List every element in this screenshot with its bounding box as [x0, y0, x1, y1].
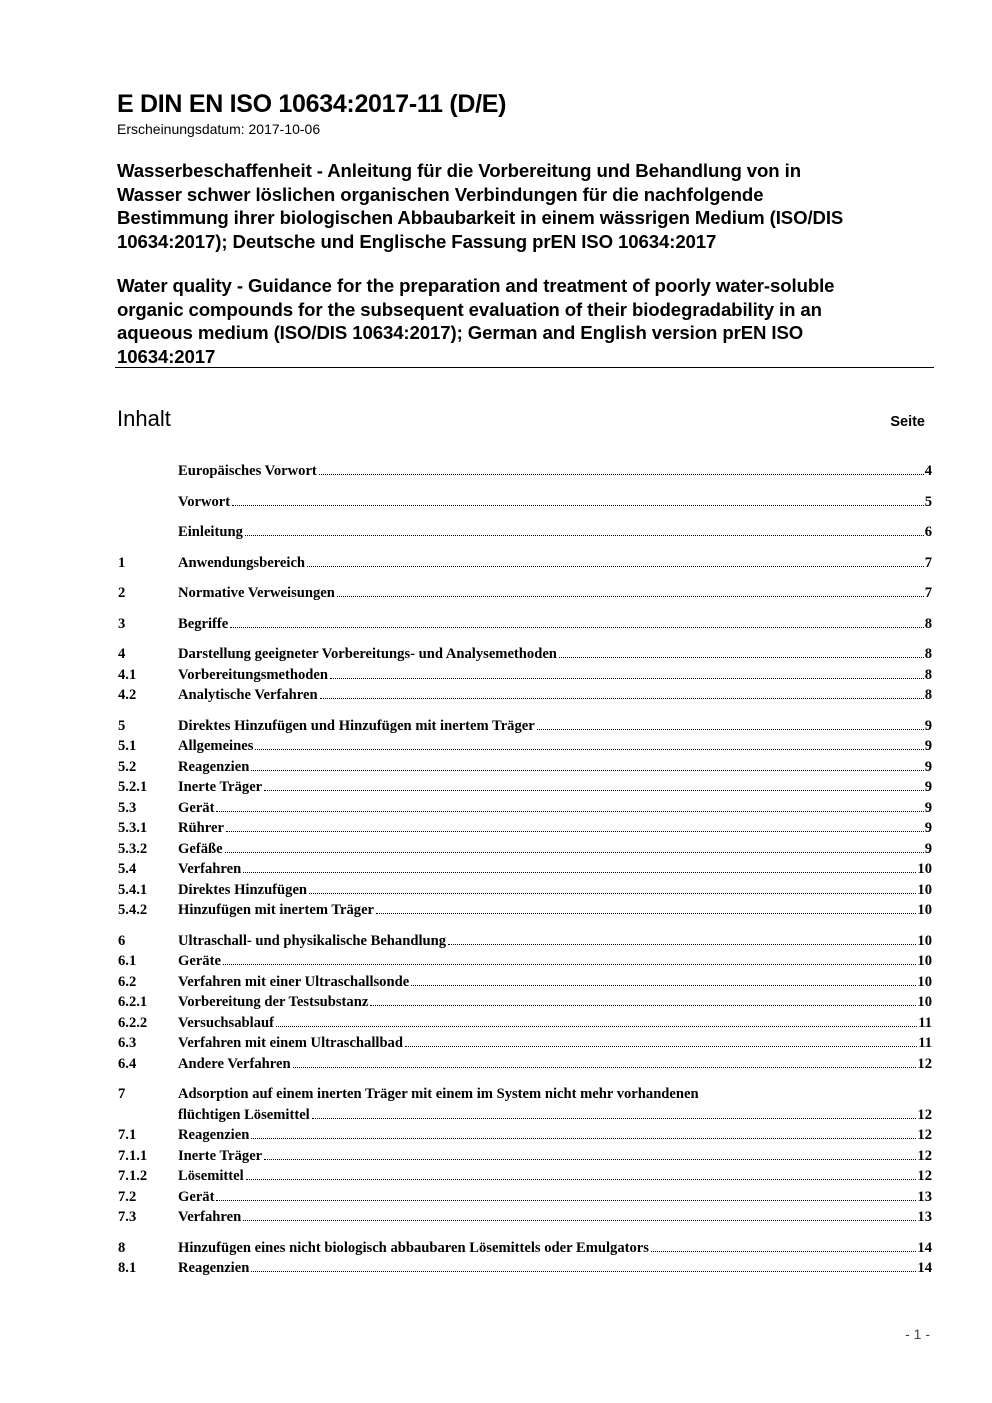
- toc-entry-number: 1: [118, 554, 126, 571]
- toc-entry-page: 8: [924, 666, 932, 683]
- toc-entry[interactable]: [118, 1189, 932, 1210]
- toc-entry-number: 5.4.2: [118, 902, 148, 918]
- toc-entry-page: 10: [917, 994, 932, 1010]
- toc-entry[interactable]: [118, 820, 932, 841]
- toc-entry-page: 12: [917, 1055, 932, 1072]
- toc-entry-label: Gerät: [178, 799, 215, 816]
- toc-entry-number: 5.4.1: [118, 881, 148, 898]
- toc-entry[interactable]: [118, 994, 932, 1015]
- toc-entry-number: 8.1: [118, 1260, 137, 1276]
- toc-entry-label: Inerte Träger: [178, 779, 263, 795]
- toc-entry-number: 5.2: [118, 758, 137, 775]
- toc-leader-dots: [370, 1005, 916, 1006]
- toc-entry-number: 5.2.1: [118, 779, 148, 795]
- toc-entry[interactable]: [118, 953, 932, 974]
- toc-entry-page: 10: [917, 902, 932, 918]
- toc-leader-dots: [251, 1138, 916, 1139]
- toc-entry-label: Versuchsablauf: [178, 1014, 274, 1031]
- toc-leader-dots: [293, 1067, 917, 1068]
- toc-entry-number: 7.3: [118, 1209, 137, 1225]
- title-english-line: organic compounds for the subsequent evaluation of their biodegradability in an: [117, 298, 822, 320]
- toc-entry[interactable]: [118, 1035, 932, 1056]
- toc-entry-page: 9: [924, 820, 932, 836]
- toc-entry-label: Verfahren: [178, 1209, 242, 1225]
- toc-entry[interactable]: [118, 585, 932, 606]
- toc-entry-label: Inerte Träger: [178, 1147, 263, 1164]
- toc-leader-dots: [251, 1271, 916, 1272]
- toc-entry-page: 10: [917, 953, 932, 969]
- toc-leader-dots: [276, 1026, 917, 1027]
- toc-leader-dots: [232, 505, 924, 506]
- toc-leader-dots: [216, 1200, 916, 1201]
- toc-entry-page: 10: [917, 973, 932, 990]
- toc-leader-dots: [251, 770, 923, 771]
- toc-leader-dots: [651, 1251, 916, 1252]
- toc-leader-dots: [537, 729, 924, 730]
- toc-entry-page: 9: [924, 779, 932, 795]
- toc-entry-page: 9: [924, 799, 932, 816]
- toc-entry-label: Geräte: [178, 953, 221, 969]
- toc-entry-number: 4.2: [118, 687, 137, 703]
- toc-entry-page: 4: [924, 463, 932, 479]
- toc-entry[interactable]: [118, 687, 932, 708]
- toc-entry-page: 5: [924, 493, 932, 510]
- toc-entry-number: 5.3: [118, 799, 137, 816]
- toc-entry[interactable]: [118, 1168, 932, 1189]
- toc-entry-number: 3: [118, 615, 126, 632]
- toc-entry-label: Anwendungsbereich: [178, 554, 306, 571]
- toc-leader-dots: [216, 811, 923, 812]
- toc-entry-number: 7.1.1: [118, 1147, 148, 1164]
- toc-leader-dots: [330, 678, 924, 679]
- toc-entry[interactable]: [118, 1056, 932, 1077]
- toc-entry-label: Vorbereitungsmethoden: [178, 666, 328, 683]
- toc-leader-dots: [448, 944, 916, 945]
- toc-entry-page: 9: [924, 758, 932, 775]
- toc-entry-label: Direktes Hinzufügen und Hinzufügen mit inertem Träger: [178, 717, 535, 734]
- title-english: [117, 274, 937, 368]
- publication-date: Erscheinungsdatum: 2017-10-06: [117, 121, 321, 137]
- toc-entry-number: 6.2.1: [118, 994, 148, 1010]
- toc-entry-page: 13: [917, 1209, 932, 1225]
- toc-entry-label: Reagenzien: [178, 758, 250, 775]
- toc-leader-dots: [230, 627, 923, 628]
- toc-entry[interactable]: [118, 933, 932, 954]
- toc-entry-page: 10: [917, 881, 932, 898]
- toc-entry-page: 9: [924, 840, 932, 857]
- toc-heading: Inhalt: [117, 406, 171, 431]
- toc-leader-dots: [264, 1159, 916, 1160]
- toc-leader-dots: [243, 1220, 916, 1221]
- title-german-line: 10634:2017); Deutsche und Englische Fassung prEN ISO 10634:2017: [117, 230, 717, 252]
- toc-leader-dots: [411, 985, 916, 986]
- toc-entry-label: Lösemittel: [178, 1168, 244, 1184]
- toc-entry-label: Verfahren mit einer Ultraschallsonde: [178, 973, 410, 990]
- toc-entry-page: 12: [917, 1106, 932, 1123]
- toc-leader-dots: [376, 913, 916, 914]
- toc-leader-dots: [225, 852, 924, 853]
- toc-entry[interactable]: [118, 1107, 932, 1128]
- toc-entry-page: 12: [917, 1168, 932, 1184]
- toc-entry-label: Begriffe: [178, 615, 229, 632]
- toc-entry-number: 5.4: [118, 861, 137, 877]
- toc-entry-number: 7: [118, 1086, 126, 1102]
- toc-entry[interactable]: [118, 902, 932, 923]
- toc-entry-page: 8: [924, 615, 932, 632]
- toc-entry[interactable]: [118, 1260, 932, 1281]
- document-id: E DIN EN ISO 10634:2017-11 (D/E): [117, 90, 507, 118]
- toc-entry[interactable]: [118, 616, 932, 637]
- toc-entry-number: 5.3.2: [118, 840, 148, 857]
- toc-entry-label: flüchtigen Lösemittel: [178, 1106, 310, 1123]
- toc-entry-label: Gefäße: [178, 840, 223, 857]
- toc-entry-page: 14: [917, 1239, 932, 1256]
- toc-entry-label: Direktes Hinzufügen: [178, 881, 308, 898]
- toc-leader-dots: [337, 596, 924, 597]
- toc-entry-label: Reagenzien: [178, 1127, 250, 1143]
- toc-entry-number: 6.4: [118, 1055, 137, 1072]
- toc-entry-page: 11: [918, 1035, 932, 1051]
- toc-entry-label: Hinzufügen eines nicht biologisch abbaubaren Lösemittels oder Emulgators: [178, 1239, 649, 1256]
- toc-entry-page: 9: [924, 717, 932, 734]
- toc-entry[interactable]: [118, 800, 932, 821]
- toc-leader-dots: [312, 1118, 917, 1119]
- toc-entry-label: Darstellung geeigneter Vorbereitungs- und Analysemethoden: [178, 646, 557, 662]
- toc-entry-number: 2: [118, 585, 126, 601]
- toc-entry[interactable]: [118, 646, 932, 667]
- toc-entry-number: 7.1.2: [118, 1168, 148, 1184]
- toc-entry[interactable]: [118, 1127, 932, 1148]
- toc-entry-page: 6: [924, 524, 932, 540]
- toc-entry[interactable]: [118, 667, 932, 688]
- toc-entry-label: Vorwort: [178, 493, 231, 510]
- toc-entry-number: 5.3.1: [118, 820, 148, 836]
- toc-leader-dots: [246, 1179, 917, 1180]
- toc-entry[interactable]: [118, 718, 932, 739]
- toc-entry[interactable]: [118, 738, 932, 759]
- toc-entry-label: Hinzufügen mit inertem Träger: [178, 902, 375, 918]
- toc-entry-label: Rührer: [178, 820, 224, 836]
- toc-entry[interactable]: [118, 524, 932, 545]
- toc-leader-dots: [559, 657, 924, 658]
- toc-entry-label: Normative Verweisungen: [178, 585, 335, 601]
- toc-entry[interactable]: [118, 1148, 932, 1169]
- title-german: [117, 159, 937, 253]
- toc-entry-page: 13: [917, 1188, 932, 1205]
- toc-entry-page: 12: [917, 1147, 932, 1164]
- title-english-line: Water quality - Guidance for the preparation and treatment of poorly water-soluble: [117, 275, 835, 296]
- toc-page-column-label: Seite: [890, 414, 925, 430]
- toc-leader-dots: [307, 566, 924, 567]
- toc-entry-label: Verfahren: [178, 861, 242, 877]
- toc-entry-label: Europäisches Vorwort: [178, 463, 317, 479]
- toc-entry-label: Reagenzien: [178, 1260, 250, 1276]
- toc-entry-label: Vorbereitung der Testsubstanz: [178, 994, 369, 1010]
- toc-entry-page: 10: [917, 861, 932, 877]
- toc-entry[interactable]: [118, 1086, 932, 1107]
- title-english-line: aqueous medium (ISO/DIS 10634:2017); German and English version prEN ISO: [117, 322, 804, 343]
- toc-leader-dots: [320, 698, 924, 699]
- toc-entry-number: 6.2: [118, 973, 137, 990]
- toc-entry[interactable]: [118, 779, 932, 800]
- toc-leader-dots: [245, 535, 924, 536]
- toc-leader-dots: [309, 893, 916, 894]
- toc-entry[interactable]: [118, 1209, 932, 1230]
- toc-entry-number: 5.1: [118, 738, 137, 754]
- toc-leader-dots: [264, 790, 924, 791]
- toc-leader-dots: [319, 474, 924, 475]
- toc-entry-number: 7.1: [118, 1127, 137, 1143]
- toc-leader-dots: [243, 872, 916, 873]
- toc-entry-number: 4.1: [118, 666, 137, 683]
- title-german-line: Wasser schwer löslichen organischen Verbindungen für die nachfolgende: [117, 183, 764, 205]
- toc-entry-page: 7: [924, 554, 932, 571]
- toc-leader-dots: [223, 964, 916, 965]
- toc-entry-label: Gerät: [178, 1188, 215, 1205]
- toc-entry-page: 12: [917, 1127, 932, 1143]
- toc-entry-label: Andere Verfahren: [178, 1055, 291, 1072]
- toc-entry[interactable]: [118, 1015, 932, 1036]
- toc-entry-number: 8: [118, 1239, 126, 1256]
- toc-entry-label: Ultraschall- und physikalische Behandlung: [178, 932, 447, 949]
- toc-entry-page: 11: [918, 1014, 932, 1031]
- toc-leader-dots: [405, 1046, 917, 1047]
- table-of-contents: [118, 463, 932, 1281]
- toc-entry[interactable]: [118, 861, 932, 882]
- toc-entry-label: Verfahren mit einem Ultraschallbad: [178, 1035, 403, 1051]
- toc-leader-dots: [226, 831, 924, 832]
- toc-entry-number: 6.1: [118, 953, 137, 969]
- toc-entry-page: 10: [917, 932, 932, 949]
- toc-entry[interactable]: [118, 759, 932, 780]
- toc-entry-number: 7.2: [118, 1188, 137, 1205]
- toc-entry-page: 14: [917, 1260, 932, 1276]
- header-divider: [115, 367, 934, 368]
- toc-entry[interactable]: [118, 463, 932, 484]
- toc-entry-page: 9: [924, 738, 932, 754]
- toc-entry-label: Analytische Verfahren: [178, 687, 318, 703]
- toc-entry-page: 7: [924, 585, 932, 601]
- toc-entry-label: Allgemeines: [178, 738, 254, 754]
- toc-entry[interactable]: [118, 555, 932, 576]
- title-english-line: 10634:2017: [117, 345, 216, 367]
- title-german-line: Bestimmung ihrer biologischen Abbaubarkeit in einem wässrigen Medium (ISO/DIS: [117, 207, 844, 228]
- toc-entry[interactable]: [118, 974, 932, 995]
- toc-entry-label: Einleitung: [178, 524, 243, 540]
- title-german-line: Wasserbeschaffenheit - Anleitung für die Vorbereitung und Behandlung von in: [117, 160, 801, 181]
- toc-entry[interactable]: [118, 841, 932, 862]
- toc-entry-page: 8: [924, 687, 932, 703]
- toc-entry[interactable]: [118, 494, 932, 515]
- page-number: - 1 -: [905, 1326, 930, 1342]
- toc-entry-number: 6: [118, 932, 126, 949]
- toc-entry-number: 4: [118, 646, 126, 662]
- toc-entry-label: Adsorption auf einem inerten Träger mit einem im System nicht mehr vorhandenen: [178, 1086, 699, 1102]
- toc-entry[interactable]: [118, 882, 932, 903]
- toc-entry-number: 6.3: [118, 1035, 137, 1051]
- toc-entry-number: 6.2.2: [118, 1014, 148, 1031]
- toc-entry[interactable]: [118, 1240, 932, 1261]
- toc-leader-dots: [255, 749, 923, 750]
- toc-entry-page: 8: [924, 646, 932, 662]
- toc-entry-number: 5: [118, 717, 126, 734]
